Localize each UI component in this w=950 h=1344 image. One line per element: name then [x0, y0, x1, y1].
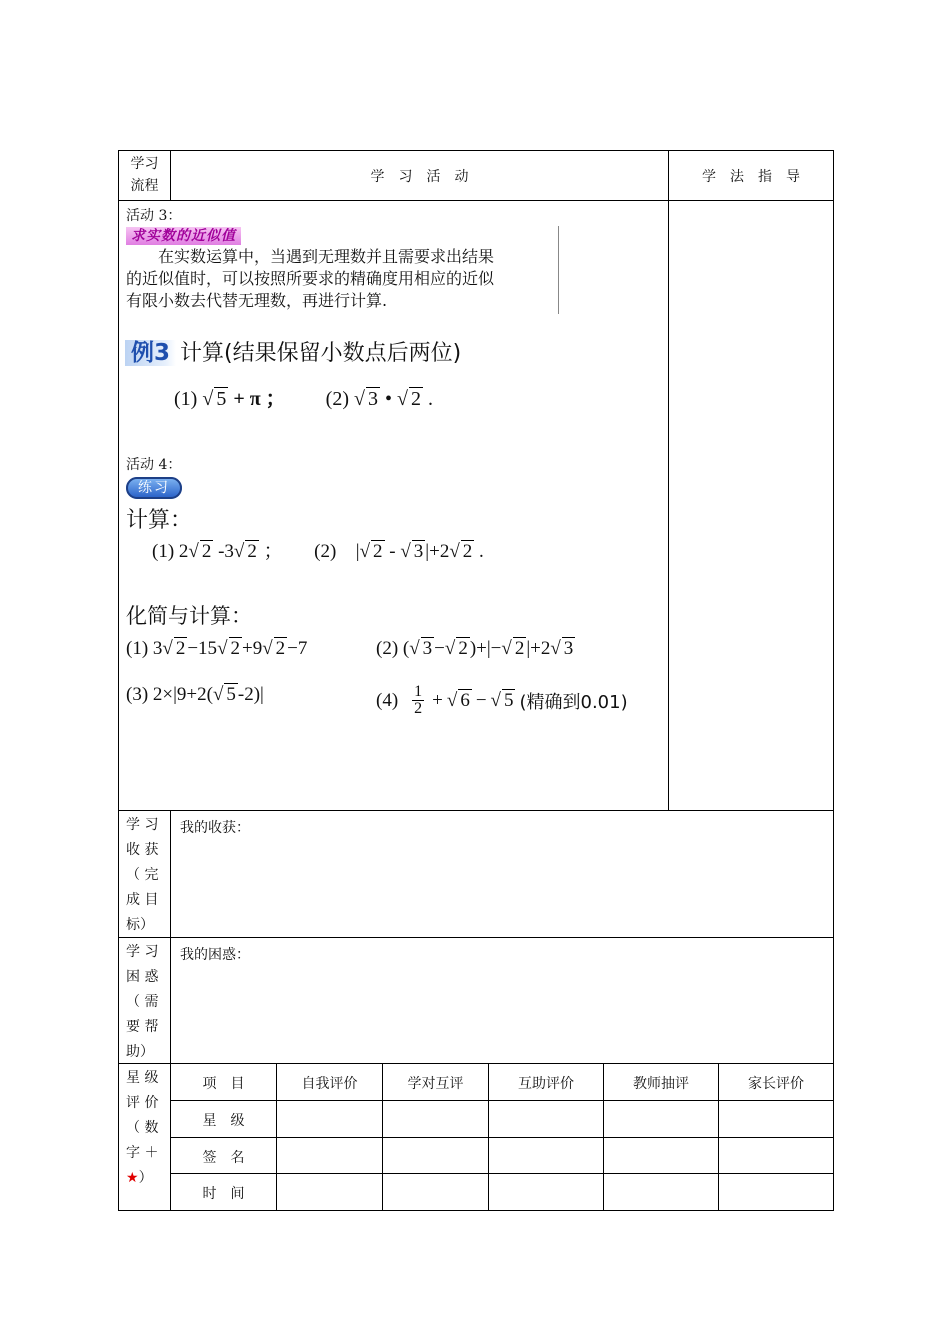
harvest-bottom-border	[118, 937, 834, 938]
harvest-text: 我的收获：	[180, 820, 250, 836]
sqrt-5: √ 5	[202, 388, 227, 410]
rating-header-teacher: 教师抽评	[633, 1076, 689, 1092]
activity3-paragraph-rule	[558, 226, 559, 314]
table-bottom-border	[118, 1210, 834, 1211]
example3-title: 计算(结果保留小数点后两位)	[180, 341, 462, 366]
sqrt-2: √ 2	[397, 388, 421, 410]
practice-badge: 练习	[126, 477, 182, 497]
table-left-border	[118, 150, 119, 1211]
simplify-title: 化简与计算：	[126, 604, 252, 628]
rating-side-label: 星 级 评 价 （ 数 字 ＋ ★）	[126, 1070, 159, 1186]
simplify-problem-4: (4) 1 2 + √ 6 − √ 5 (精确到0.01)	[376, 683, 628, 717]
rating-header-peer: 学对互评	[407, 1076, 464, 1092]
calc-title: 计算：	[126, 508, 193, 533]
calc-problems: (1) 2√ 2 -3√ 2 ； (2) |√ 2 - √ 3 |+2√ 2 .	[152, 541, 484, 562]
rating-row-line-1	[170, 1100, 834, 1101]
simplify-problem-2: (2) (√ 3 −√ 2 )+|−√ 2 |+2√ 3	[376, 638, 574, 659]
activity3-paragraph: 在实数运算中，当遇到无理数并且需要求出结果 的近似值时，可以按照所要求的精确度用相应的近似 有限小数去代替无理数，再进行计算.	[126, 247, 495, 310]
header-bottom-border	[118, 200, 834, 201]
activity3-banner: 求实数的近似值	[126, 225, 241, 245]
activity3-label: 活动 3：	[126, 208, 182, 224]
confusion-bottom-border	[118, 1063, 834, 1064]
confusion-text: 我的困惑：	[180, 947, 250, 963]
simplify-problem-3: (3) 2×|9+2(√ 5 -2)|	[126, 684, 264, 705]
star-icon: ★	[126, 1170, 139, 1186]
rating-header-mutual: 互助评价	[518, 1076, 574, 1092]
example3-problems: (1) √ 5 + π ； (2) √ 3 • √ 2 .	[174, 388, 433, 410]
table-right-border	[833, 150, 834, 1211]
harvest-side-label: 学 习 收 获 （ 完 成 目 标）	[126, 817, 159, 933]
rating-row-time: 时 间	[202, 1186, 245, 1202]
rating-row-line-2	[170, 1137, 834, 1138]
rating-header-self: 自我评价	[301, 1076, 358, 1092]
confusion-side-label: 学 习 困 惑 （ 需 要 帮 助）	[126, 944, 159, 1060]
rating-row-stars: 星 级	[202, 1113, 245, 1129]
header-activity-title: 学 习 活 动	[370, 169, 469, 185]
activity4-label: 活动 4：	[126, 457, 182, 473]
simplify-problem-1: (1) 3√ 2 −15√ 2 +9√ 2 −7	[126, 638, 308, 659]
sqrt-3: √ 3	[354, 388, 378, 410]
header-guide-title: 学 法 指 导	[702, 169, 800, 185]
activity-bottom-border	[118, 810, 834, 811]
rating-header-item: 项 目	[202, 1076, 245, 1092]
rating-header-parent: 家长评价	[748, 1076, 804, 1092]
example3-tag: 例3	[125, 340, 176, 366]
table-top-border	[118, 150, 834, 151]
header-process-label: 学习 流程	[130, 156, 159, 194]
guide-column-divider	[668, 150, 669, 811]
rating-row-signature: 签 名	[202, 1150, 245, 1166]
rating-row-line-3	[170, 1173, 834, 1174]
fraction-one-half: 1 2	[414, 683, 423, 717]
